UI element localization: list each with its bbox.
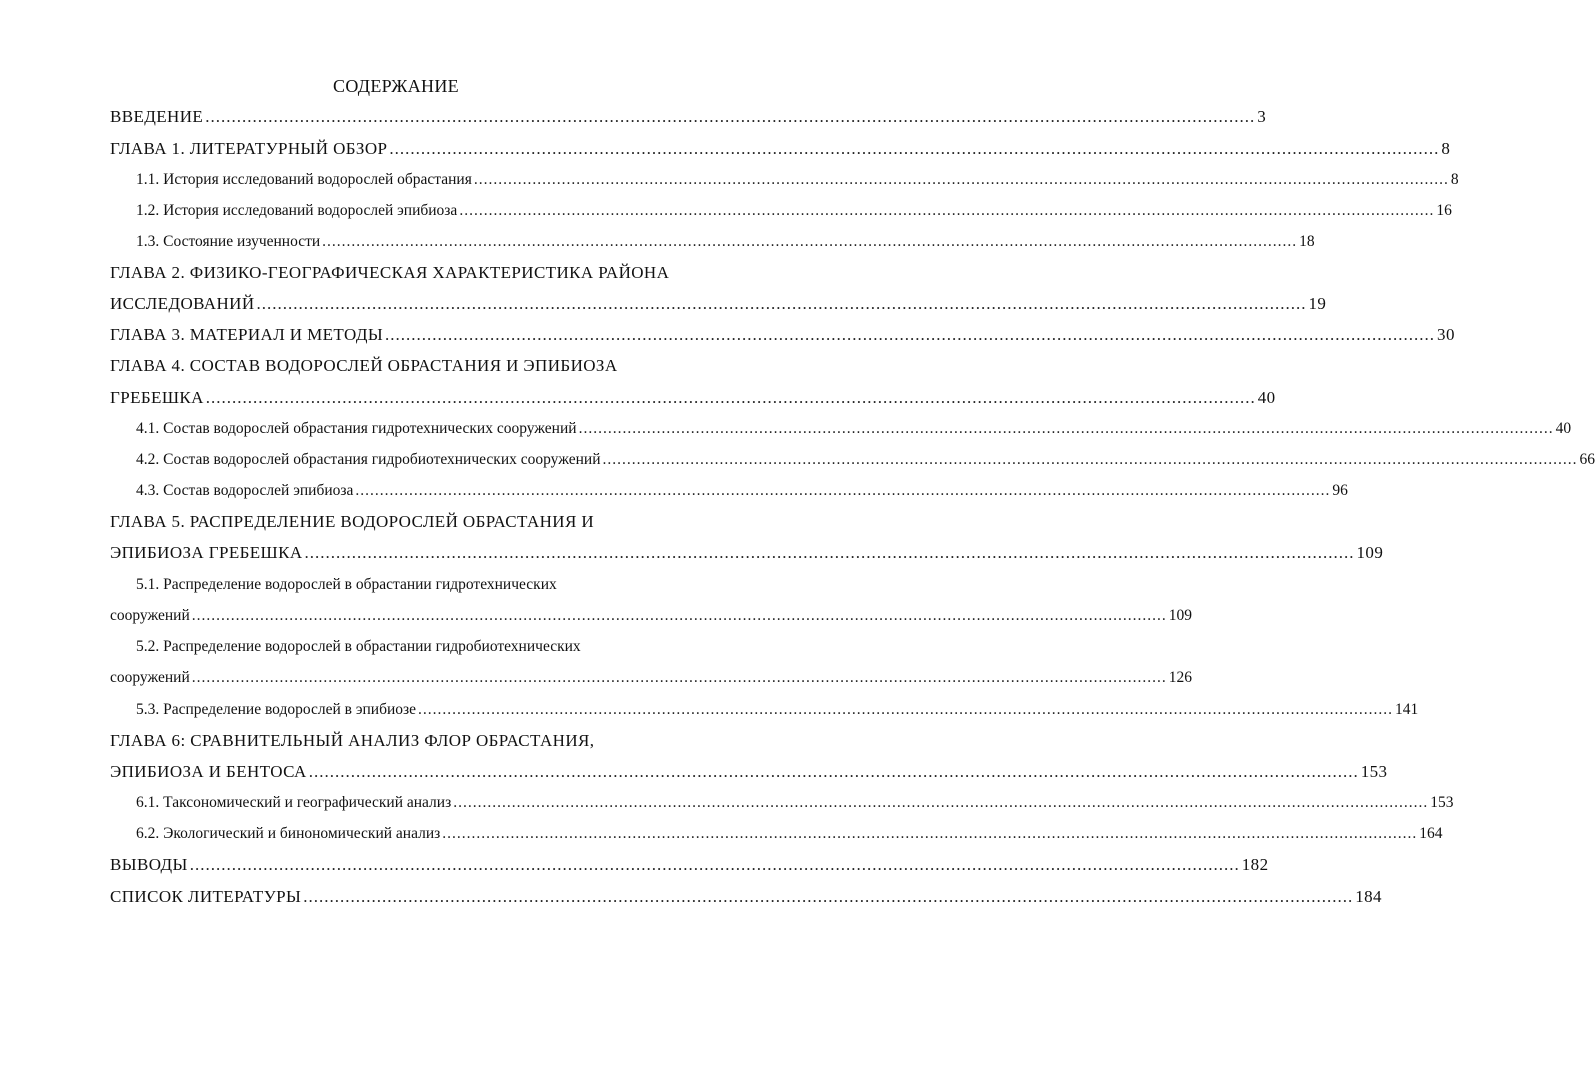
toc-entry bbox=[136, 635, 718, 659]
toc-leader: ........................................................................................................................................................................................................ bbox=[191, 607, 1167, 624]
toc-leader: ........................................................................................................................................................................................................ bbox=[304, 543, 1355, 562]
toc-page-number: 184 bbox=[1355, 887, 1382, 906]
toc-entry-text: ГЛАВА 1. ЛИТЕРАТУРНЫЙ ОБЗОР bbox=[110, 139, 388, 158]
toc-entry bbox=[110, 510, 718, 534]
toc-leader: ........................................................................................................................................................................................................ bbox=[189, 855, 1240, 874]
toc-entry bbox=[110, 261, 718, 285]
toc-page-number: 182 bbox=[1241, 855, 1269, 874]
toc-page-number: 40 bbox=[1555, 420, 1572, 437]
toc-entry bbox=[136, 573, 718, 597]
toc-leader: ........................................................................................................................................................................................................ bbox=[418, 701, 1394, 718]
toc-entry-text: ГЛАВА 3. МАТЕРИАЛ И МЕТОДЫ bbox=[110, 325, 384, 344]
toc-leader: ........................................................................................................................................................................................................ bbox=[308, 762, 1359, 781]
toc-leader: ........................................................................................................................................................................................................ bbox=[578, 420, 1554, 437]
toc-entry bbox=[110, 292, 1327, 316]
toc-leader: ........................................................................................................................................................................................................ bbox=[602, 451, 1578, 468]
toc-page-number: 18 bbox=[1299, 233, 1315, 250]
toc-entry bbox=[136, 791, 1454, 815]
toc-leader: ........................................................................................................................................................................................................ bbox=[355, 482, 1331, 499]
toc-leader: ........................................................................................................................................................................................................ bbox=[442, 825, 1418, 842]
toc-entry-text: 5.1. Распределение водорослей в обрастании гидротехнических bbox=[136, 576, 557, 593]
toc-entry-text: сооружений bbox=[110, 607, 190, 624]
toc-entry-text: сооружений bbox=[110, 669, 190, 686]
toc-entry bbox=[110, 386, 1276, 410]
toc-entry-text: ГЛАВА 5. РАСПРЕДЕЛЕНИЕ ВОДОРОСЛЕЙ ОБРАСТАНИЯ И bbox=[110, 512, 595, 531]
toc-entry-text: ЭПИБИОЗА И БЕНТОСА bbox=[110, 762, 307, 781]
toc-leader: ........................................................................................................................................................................................................ bbox=[205, 388, 1256, 407]
toc-page-number: 141 bbox=[1395, 701, 1419, 718]
toc-page-number: 153 bbox=[1430, 794, 1454, 811]
toc-entry bbox=[110, 541, 1384, 565]
toc-leader: ........................................................................................................................................................................................................ bbox=[256, 294, 1307, 313]
toc-leader: ........................................................................................................................................................................................................ bbox=[473, 171, 1449, 188]
toc-entry bbox=[110, 105, 1267, 129]
toc-entry-text: ГРЕБЕШКА bbox=[110, 388, 204, 407]
toc-leader: ........................................................................................................................................................................................................ bbox=[303, 887, 1354, 906]
toc-page-number: 96 bbox=[1332, 482, 1348, 499]
toc-leader: ........................................................................................................................................................................................................ bbox=[459, 202, 1435, 219]
toc-entry bbox=[110, 354, 718, 378]
toc-entry bbox=[136, 479, 1348, 503]
toc-page-number: 153 bbox=[1360, 762, 1388, 781]
toc-leader: ........................................................................................................................................................................................................ bbox=[191, 669, 1167, 686]
toc-entry bbox=[136, 417, 1572, 441]
toc-entry bbox=[110, 853, 1269, 877]
toc-page-number: 8 bbox=[1450, 171, 1459, 188]
toc-entry-text: 6.1. Таксономический и географический анализ bbox=[136, 794, 452, 811]
toc-entry bbox=[110, 760, 1388, 784]
toc-page-number: 19 bbox=[1308, 294, 1327, 313]
toc-entry-text: 4.2. Состав водорослей обрастания гидробиотехнических сооружений bbox=[136, 451, 601, 468]
toc-page-number: 8 bbox=[1441, 139, 1451, 158]
toc-entry-text: 1.2. История исследований водорослей эпибиоза bbox=[136, 202, 458, 219]
toc-entry bbox=[110, 885, 1382, 909]
page-title: СОДЕРЖАНИЕ bbox=[333, 76, 459, 96]
toc-leader: ........................................................................................................................................................................................................ bbox=[389, 139, 1440, 158]
toc-entry bbox=[110, 729, 718, 753]
toc-page-number: 109 bbox=[1356, 543, 1384, 562]
toc-page-number: 3 bbox=[1257, 107, 1267, 126]
toc-entry-text: 1.1. История исследований водорослей обрастания bbox=[136, 171, 472, 188]
toc-entry-text: ВЫВОДЫ bbox=[110, 855, 188, 874]
toc-page-number: 40 bbox=[1257, 388, 1276, 407]
toc-entry bbox=[136, 822, 1443, 846]
toc-entry bbox=[136, 199, 1452, 223]
toc-page-number: 16 bbox=[1436, 202, 1452, 219]
toc-entry-text: ГЛАВА 6: СРАВНИТЕЛЬНЫЙ АНАЛИЗ ФЛОР ОБРАСТАНИЯ, bbox=[110, 731, 595, 750]
toc-entry-text: 4.1. Состав водорослей обрастания гидротехнических сооружений bbox=[136, 420, 577, 437]
toc-entry-text: 6.2. Экологический и бинономический анализ bbox=[136, 825, 441, 842]
toc-leader: ........................................................................................................................................................................................................ bbox=[205, 107, 1256, 126]
toc-page-number: 30 bbox=[1437, 325, 1455, 344]
toc-entry-text: ЭПИБИОЗА ГРЕБЕШКА bbox=[110, 543, 303, 562]
toc-entry bbox=[136, 698, 1419, 722]
toc-page-number: 66 bbox=[1579, 451, 1595, 468]
toc-entry bbox=[110, 137, 1451, 161]
toc-entry-text: 5.3. Распределение водорослей в эпибиозе bbox=[136, 701, 417, 718]
toc-leader: ........................................................................................................................................................................................................ bbox=[385, 325, 1436, 344]
toc-entry-text: ИССЛЕДОВАНИЙ bbox=[110, 294, 255, 313]
toc-entry-text: 4.3. Состав водорослей эпибиоза bbox=[136, 482, 354, 499]
toc-leader: ........................................................................................................................................................................................................ bbox=[453, 794, 1429, 811]
toc-leader: ........................................................................................................................................................................................................ bbox=[322, 233, 1298, 250]
toc-entry-text: 5.2. Распределение водорослей в обрастании гидробиотехнических bbox=[136, 638, 581, 655]
toc-entry bbox=[136, 168, 1459, 192]
toc-entry bbox=[136, 448, 1595, 472]
toc-page-number: 164 bbox=[1419, 825, 1443, 842]
toc-entry-text: ГЛАВА 2. ФИЗИКО-ГЕОГРАФИЧЕСКАЯ ХАРАКТЕРИСТИКА РАЙОНА bbox=[110, 263, 670, 282]
toc-page-number: 126 bbox=[1168, 669, 1192, 686]
toc-entry bbox=[110, 604, 1192, 628]
toc-entry-text: 1.3. Состояние изученности bbox=[136, 233, 321, 250]
toc-page-number: 109 bbox=[1168, 607, 1192, 624]
toc-entry-text: ГЛАВА 4. СОСТАВ ВОДОРОСЛЕЙ ОБРАСТАНИЯ И ЭПИБИОЗА bbox=[110, 356, 618, 375]
toc-entry-text: СПИСОК ЛИТЕРАТУРЫ bbox=[110, 887, 302, 906]
toc-entry-text: ВВЕДЕНИЕ bbox=[110, 107, 204, 126]
toc-entry bbox=[136, 230, 1315, 254]
toc-entry bbox=[110, 323, 1455, 347]
toc-entry bbox=[110, 666, 1192, 690]
